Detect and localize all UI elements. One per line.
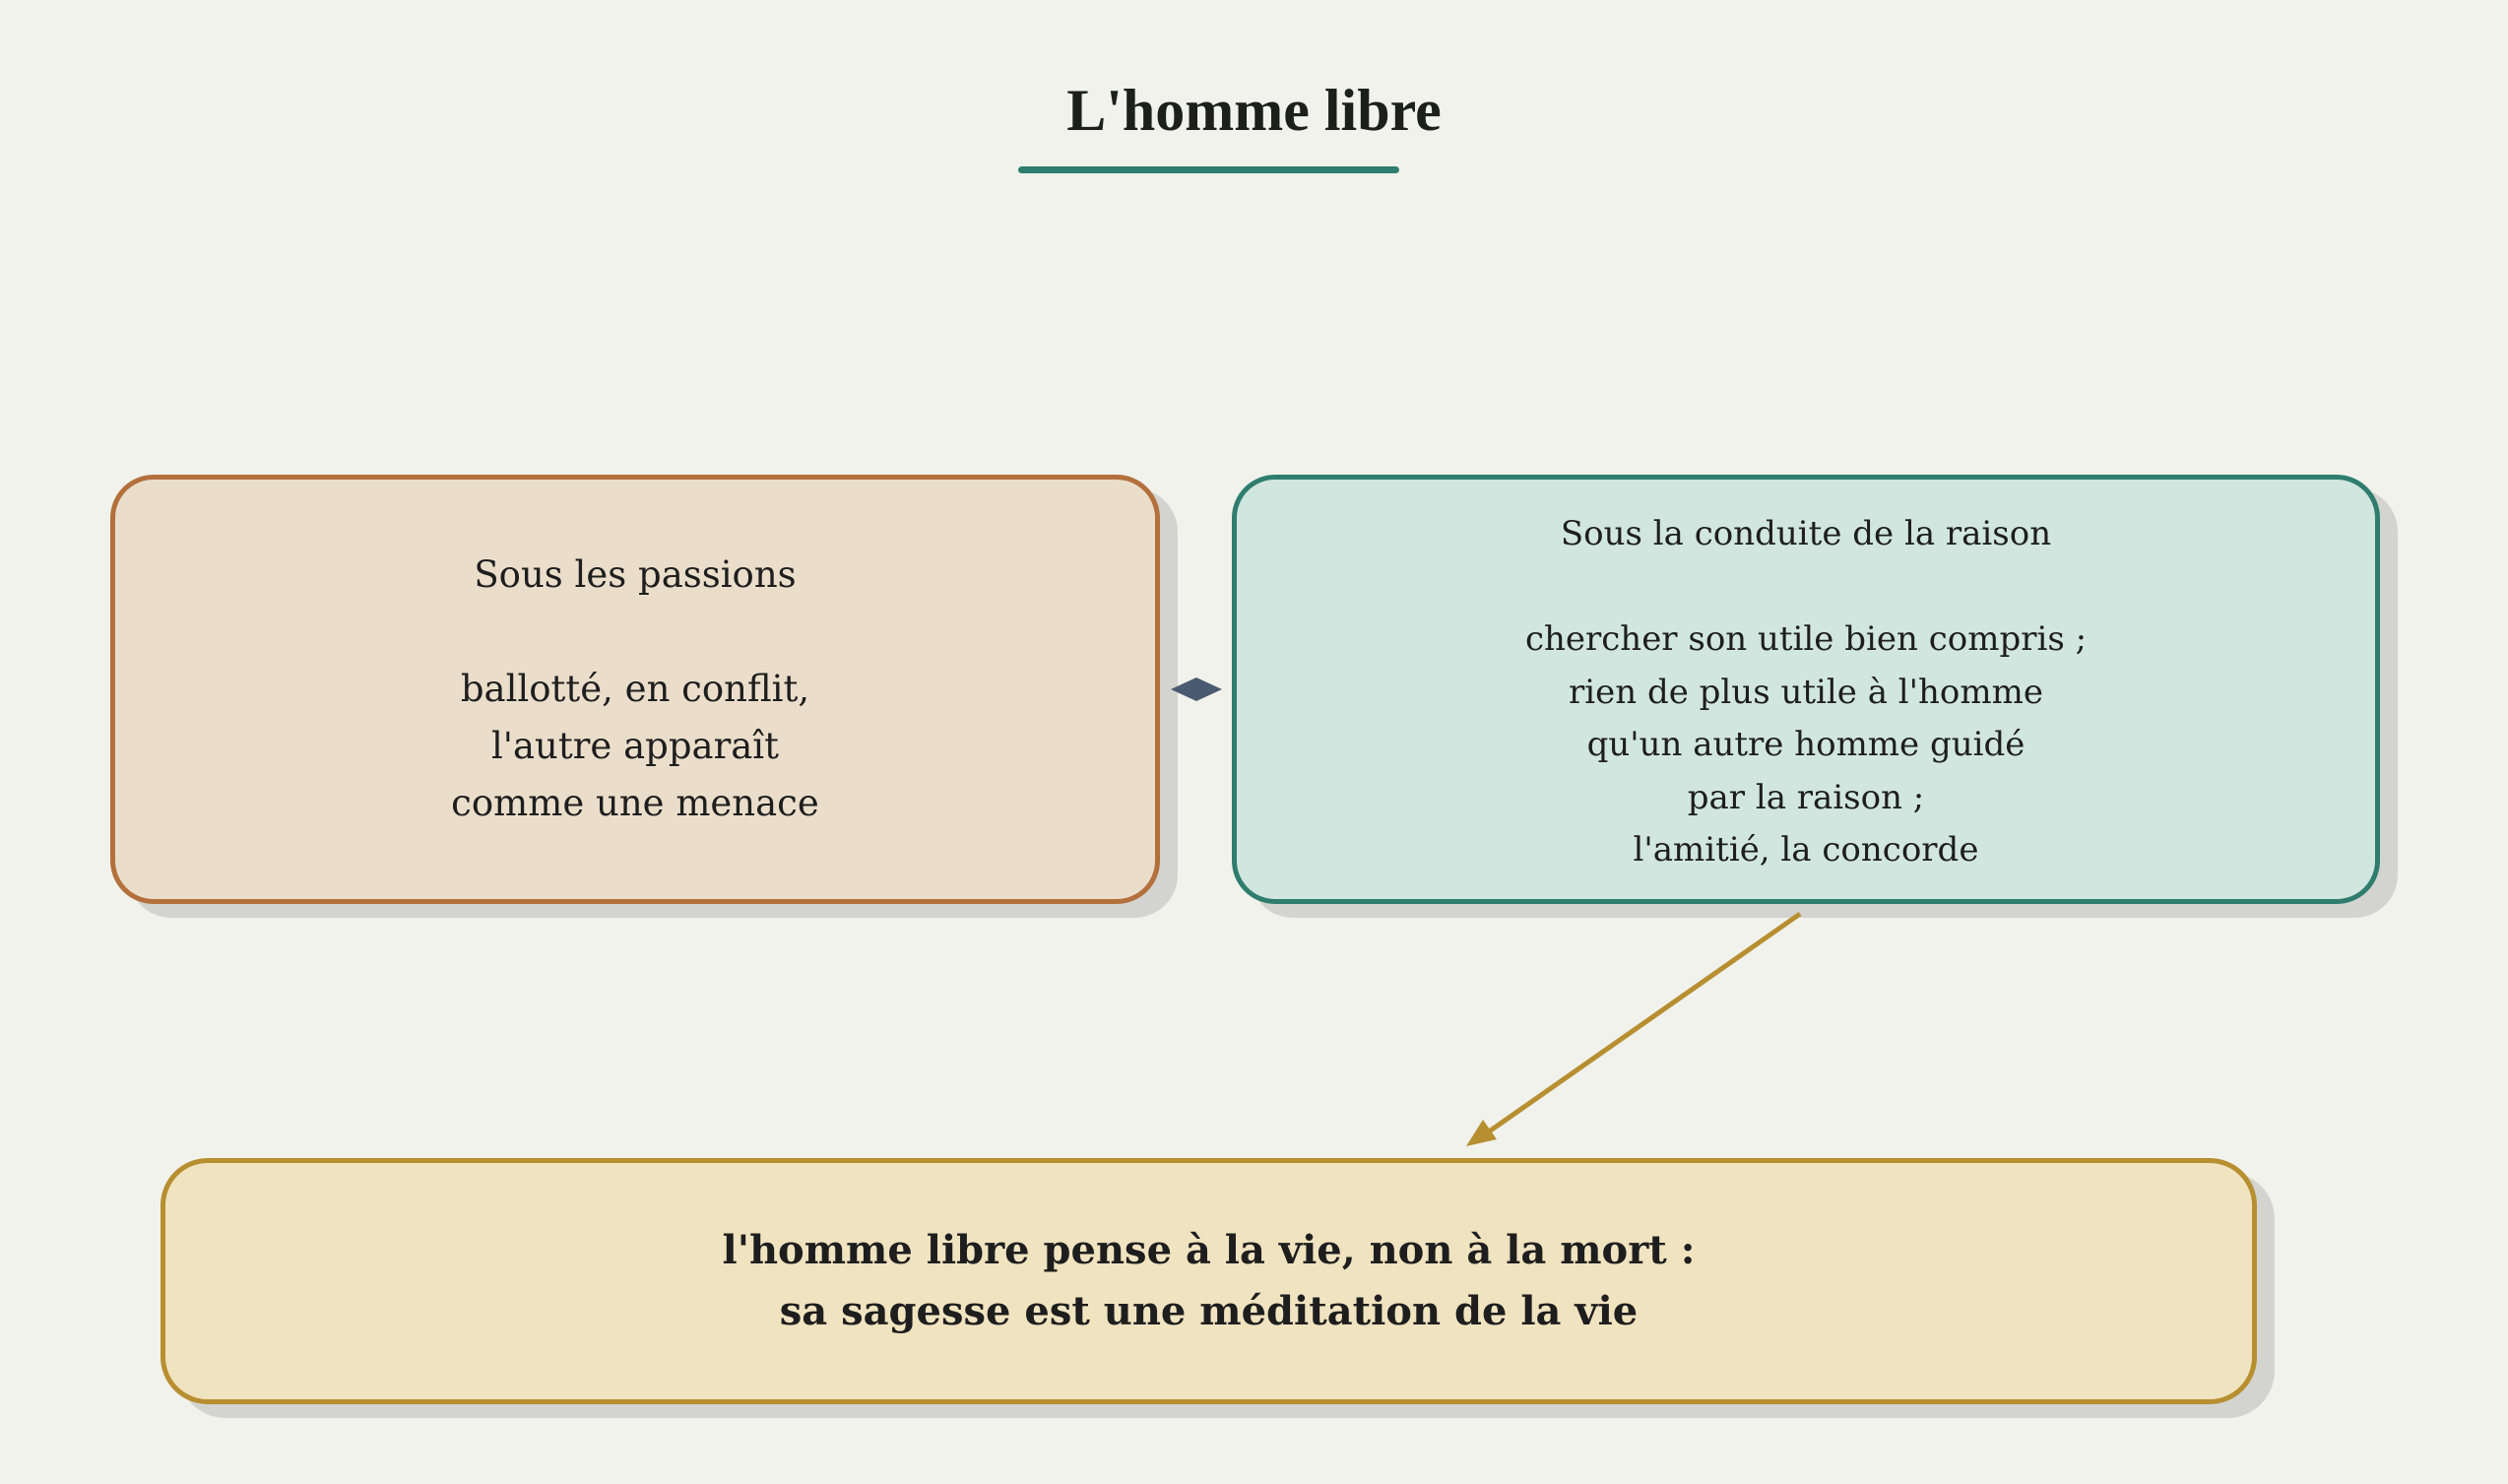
node-conclusion-line: sa sagesse est une méditation de la vie <box>779 1288 1639 1334</box>
node-passions-line: ballotté, en conflit, <box>460 668 810 710</box>
link-diamond-icon <box>1171 677 1222 701</box>
node-reason-line: l'amitié, la concorde <box>1633 830 1979 870</box>
node-reason-line: qu'un autre homme guidé <box>1586 725 2026 764</box>
arrow-reason-to-conclusion <box>1485 914 1800 1134</box>
node-conclusion-line: l'homme libre pense à la vie, non à la mort : <box>722 1227 1696 1273</box>
node-passions-heading: Sous les passions <box>474 553 797 596</box>
arrowhead-icon <box>1466 1120 1497 1146</box>
node-reason-heading: Sous la conduite de la raison <box>1560 514 2052 553</box>
node-reason-line: chercher son utile bien compris ; <box>1524 619 2088 659</box>
node-reason-line: par la raison ; <box>1687 777 1925 817</box>
node-passions-line: l'autre apparaît <box>490 725 780 767</box>
node-reason-line: rien de plus utile à l'homme <box>1569 672 2043 712</box>
node-passions-line: comme une menace <box>451 782 819 824</box>
diagram-title: L'homme libre <box>1066 78 1442 143</box>
